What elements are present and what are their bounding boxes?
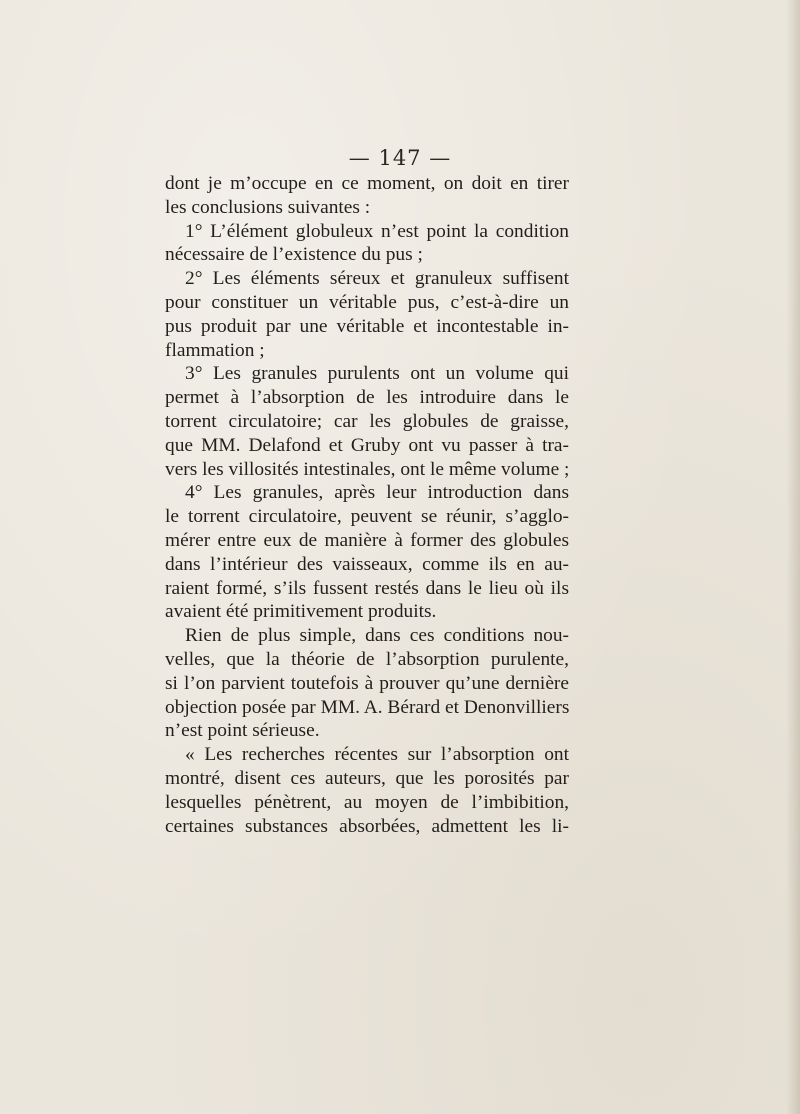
text-line: 2° Les éléments séreux et granuleux suffisent	[185, 268, 569, 290]
text-line: les conclusions suivantes :	[165, 196, 371, 218]
text-line: flammation ;	[165, 339, 265, 361]
text-line: lesquelles pénètrent, au moyen de l’imbibition,	[165, 791, 569, 813]
text-line: le torrent circulatoire, peuvent se réunir, s’agglo-	[165, 506, 569, 528]
text-line: pus produit par une véritable et incontestable in-	[165, 315, 569, 337]
text-line: « Les recherches récentes sur l’absorption ont	[185, 744, 569, 766]
text-line: velles, que la théorie de l’absorption purulente,	[165, 648, 569, 670]
body-text	[165, 172, 569, 838]
text-line: torrent circulatoire; car les globules de graisse,	[165, 410, 569, 432]
text-line: 1° L’élément globuleux n’est point la condition	[185, 220, 569, 242]
text-line: que MM. Delafond et Gruby ont vu passer à tra-	[165, 434, 569, 456]
text-line: certaines substances absorbées, admettent les li-	[165, 815, 569, 837]
page-number-header: — 147 —	[348, 146, 452, 170]
text-line: dont je m’occupe en ce moment, on doit en tirer	[165, 173, 569, 194]
text-line: objection posée par MM. A. Bérard et Denonvilliers	[165, 696, 569, 718]
text-line: pour constituer un véritable pus, c’est-à-dire un	[165, 291, 569, 313]
text-line: 3° Les granules purulents ont un volume qui	[185, 363, 569, 385]
text-line: raient formé, s’ils fussent restés dans le lieu où ils	[165, 577, 569, 599]
text-line: n’est point sérieuse.	[165, 720, 320, 742]
text-line: permet à l’absorption de les introduire dans le	[165, 387, 569, 409]
text-line: Rien de plus simple, dans ces conditions nou-	[185, 625, 569, 647]
text-line: mérer entre eux de manière à former des globules	[165, 529, 569, 551]
text-line: montré, disent ces auteurs, que les porosités par	[165, 767, 569, 789]
text-line: avaient été primitivement produits.	[165, 601, 437, 623]
text-line: nécessaire de l’existence du pus ;	[165, 244, 423, 266]
text-line: vers les villosités intestinales, ont le même volume ;	[165, 458, 569, 480]
text-line: 4° Les granules, après leur introduction dans	[185, 482, 569, 504]
text-line: dans l’intérieur des vaisseaux, comme ils en au-	[165, 553, 569, 575]
text-line: si l’on parvient toutefois à prouver qu’une dernière	[165, 672, 569, 694]
